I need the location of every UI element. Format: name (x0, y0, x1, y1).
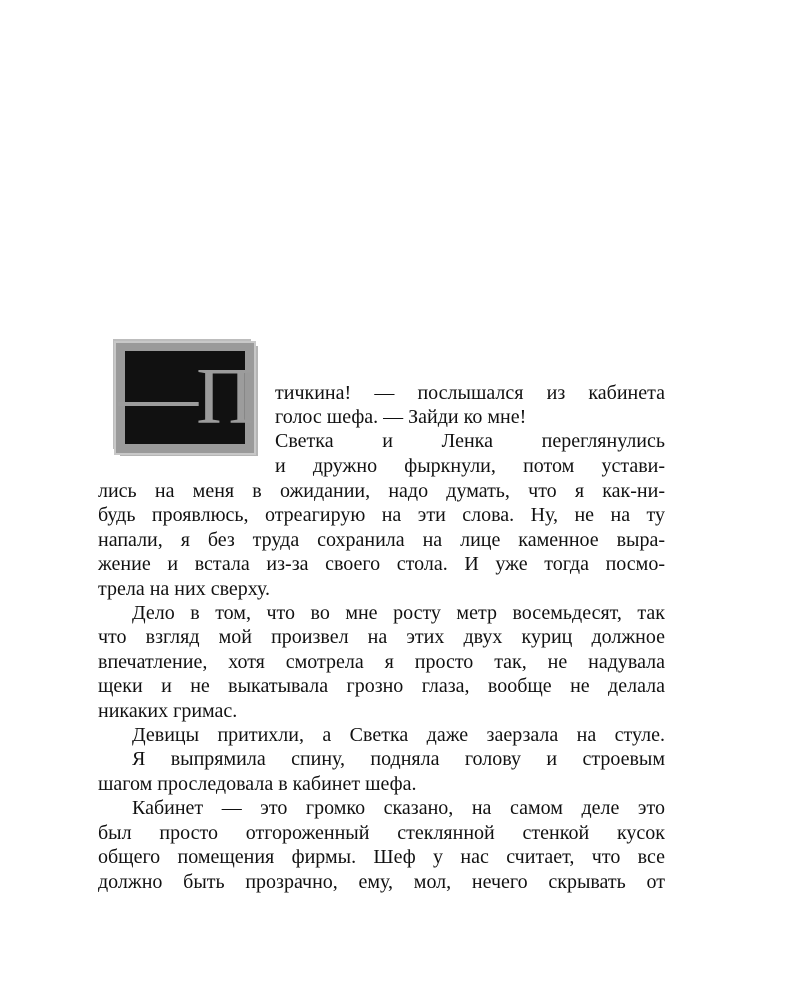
text-line: трела на них сверху. (98, 578, 271, 600)
text-line: должно быть прозрачно, ему, мол, нечего скрывать от (98, 871, 665, 893)
drop-cap-frame (116, 343, 254, 453)
text-line: что взгляд мой произвел на этих двух куриц должное (98, 626, 665, 648)
text-line: будь проявлюсь, отреагирую на эти слова. Ну, не на ту (98, 504, 665, 526)
drop-cap-box (118, 351, 252, 444)
text-line: Я выпрямила спину, подняла голову и строевым (132, 748, 665, 770)
text-line: общего помещения фирмы. Шеф у нас считает, что все (98, 846, 665, 868)
text-line: напали, я без труда сохранила на лице каменное выра- (98, 529, 665, 551)
text-line: Девицы притихли, а Светка даже заерзала на стуле. (132, 724, 665, 746)
text-line: впечатление, хотя смотрела я просто так, не надувала (98, 651, 665, 673)
text-line: никаких гримас. (98, 700, 238, 722)
text-line: Кабинет — это громко сказано, на самом деле это (132, 797, 665, 819)
text-line: и дружно фыркнули, потом устави- (275, 455, 665, 477)
text-line: Дело в том, что во мне росту метр восемьдесят, так (132, 602, 665, 624)
text-line: щеки и не выкатывала грозно глаза, вообще не делала (98, 675, 665, 697)
text-line: жение и встала из-за своего стола. И уже тогда посмо- (98, 553, 665, 575)
text-line: тичкина! — послышался из кабинета (275, 382, 665, 404)
drop-cap-letter: —П (118, 352, 252, 441)
text-line: лись на меня в ожидании, надо думать, что я как-ни- (98, 480, 665, 502)
text-line: Светка и Ленка переглянулись (275, 430, 665, 452)
text-line: был просто отгороженный стеклянной стенкой кусок (98, 822, 665, 844)
text-line: голос шефа. — Зайди ко мне! (275, 406, 527, 428)
text-line: шагом проследовала в кабинет шефа. (98, 773, 417, 795)
